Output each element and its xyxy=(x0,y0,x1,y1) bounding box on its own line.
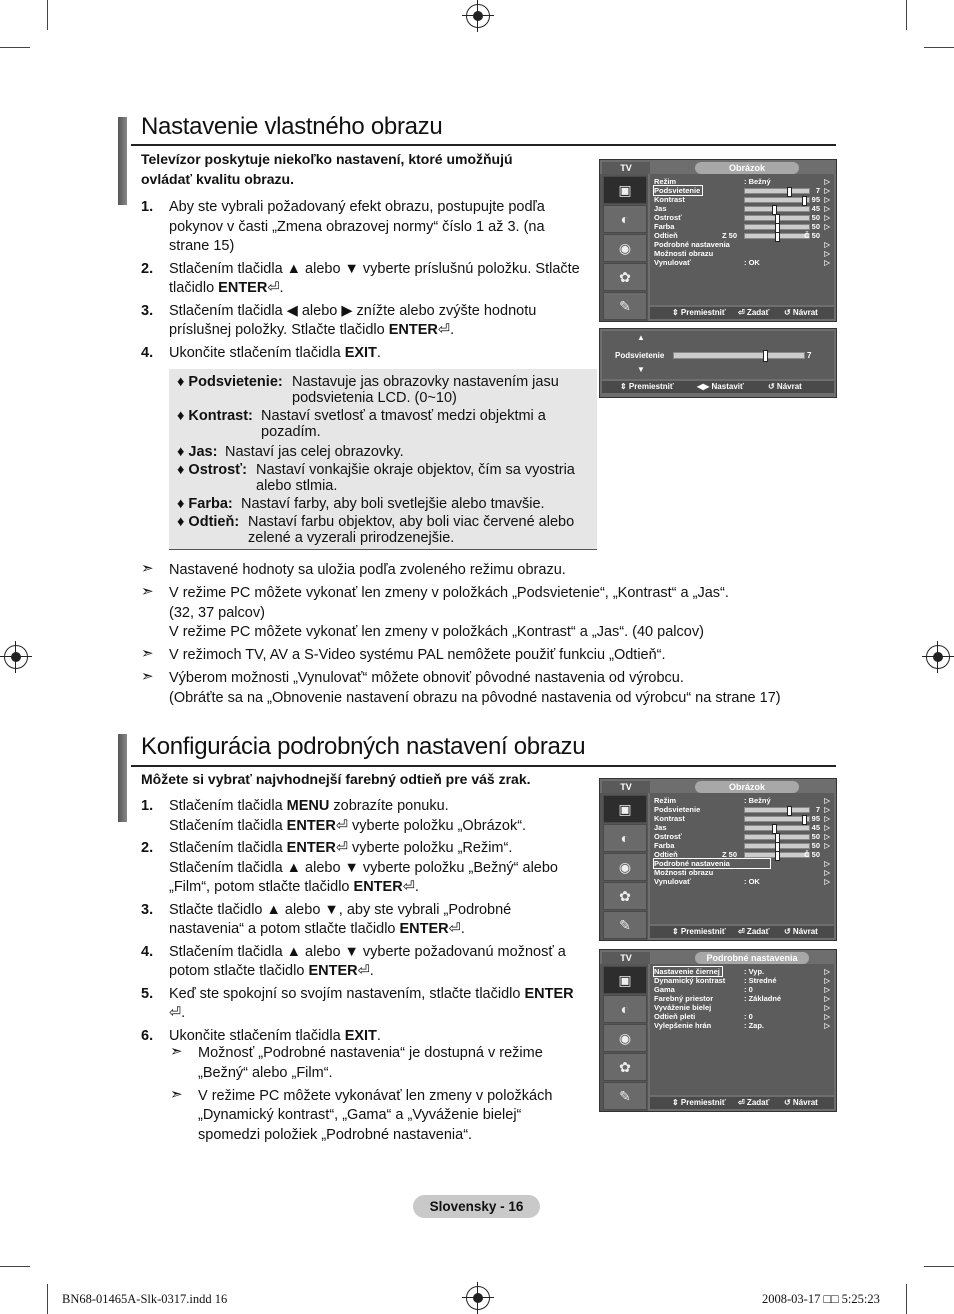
menu-sidebar xyxy=(600,964,648,1111)
menu-row[interactable] xyxy=(654,258,830,267)
footer-hint: ↺ Návrat xyxy=(784,308,818,317)
definition-term: ♦ Jas: xyxy=(177,444,218,460)
osd-detail-menu xyxy=(599,949,837,1112)
page-number-pill: Slovensky - 16 xyxy=(413,1195,540,1218)
crop-mark xyxy=(924,1266,954,1267)
menu-row-label: Jas xyxy=(654,204,667,213)
slider-knob xyxy=(763,350,768,362)
definition-item xyxy=(177,374,597,406)
menu-row-value: Č 50 xyxy=(804,231,820,240)
setup-icon[interactable]: ✿ xyxy=(603,882,647,910)
menu-row[interactable] xyxy=(654,805,830,814)
registration-mark-icon xyxy=(4,645,28,669)
print-slug-file: BN68-01465A-Slk-0317.indd 16 xyxy=(62,1292,228,1306)
step-text-line: Stlačením tlačidla ▲ alebo ▼ vyberte požadovanú možnosť a xyxy=(169,943,566,960)
menu-row-label: Gama xyxy=(654,985,675,994)
menu-row-label: Vylepšenie hrán xyxy=(654,1021,712,1030)
step-number: 2. xyxy=(141,260,154,277)
definition-text: Nastaví farby, aby boli svetlejšie alebo tmavšie. xyxy=(241,496,545,512)
menu-row-value: Č 50 xyxy=(804,850,820,859)
sound-icon[interactable]: ◐ xyxy=(603,995,647,1023)
menu-row-setting: : Základné xyxy=(744,994,782,1003)
note-text: V režime PC môžete vykonať len zmeny v položkách „Kontrast“ a „Jas“. (40 palcov) xyxy=(169,624,704,640)
menu-row-arrow-icon: ▷ xyxy=(824,1012,830,1021)
menu-row-arrow-icon: ▷ xyxy=(824,249,830,258)
menu-row-arrow-icon: ▷ xyxy=(824,213,830,222)
menu-row-arrow-icon: ▷ xyxy=(824,841,830,850)
footer-hint: ⇕ Premiestniť xyxy=(672,927,726,936)
menu-row-arrow-icon: ▷ xyxy=(824,859,830,868)
menu-row-slider xyxy=(744,852,810,858)
note-text: Výberom možnosti „Vynulovať“ môžete obnoviť pôvodné nastavenia od výrobcu. xyxy=(169,670,684,686)
menu-row-slider xyxy=(744,224,810,230)
menu-row-value: 45 xyxy=(811,823,820,832)
menu-row-arrow-icon: ▷ xyxy=(824,1003,830,1012)
menu-row-arrow-icon: ▷ xyxy=(824,823,830,832)
menu-row-setting: : Stredné xyxy=(744,976,777,985)
menu-row[interactable] xyxy=(654,1012,830,1021)
menu-row-value: 95 xyxy=(811,814,820,823)
crop-mark xyxy=(47,0,48,30)
definition-text: Nastaví vonkajšie okraje objektov, čím sa vyostria xyxy=(256,462,575,478)
menu-row[interactable] xyxy=(654,877,830,886)
menu-row[interactable] xyxy=(654,177,830,186)
sound-icon[interactable]: ◐ xyxy=(603,824,647,852)
menu-row-value: 7 xyxy=(815,186,820,195)
menu-title-tab: Podrobné nastavenia xyxy=(695,952,809,964)
menu-row-setting: : 0 xyxy=(744,1012,753,1021)
menu-row-setting: : Vyp. xyxy=(744,967,765,976)
definition-item xyxy=(177,462,597,494)
menu-row-arrow-icon: ▷ xyxy=(824,796,830,805)
channel-icon[interactable]: ◉ xyxy=(603,853,647,881)
menu-row-label: Kontrast xyxy=(654,814,685,823)
note-text: (32, 37 palcov) xyxy=(169,604,265,621)
picture-icon[interactable]: ▣ xyxy=(603,176,647,204)
step-number: 6. xyxy=(141,1027,154,1044)
menu-row-label: Odtieň xyxy=(654,231,678,240)
menu-row-value: 50 xyxy=(811,841,820,850)
note-arrow-icon: ➣ xyxy=(170,1085,183,1103)
menu-row-label: Kontrast xyxy=(654,195,685,204)
registration-mark-icon xyxy=(926,645,950,669)
footer-hint: ↺ Návrat xyxy=(784,927,818,936)
down-arrow-icon: ▼ xyxy=(637,365,645,374)
crop-mark xyxy=(906,0,907,30)
step-text-line: potom stlačte tlačidlo ENTER⏎. xyxy=(169,963,374,979)
setup-icon[interactable]: ✿ xyxy=(603,263,647,291)
osd-picture-menu-2 xyxy=(599,778,837,941)
osd-backlight-adjust xyxy=(599,328,837,398)
section1-title: Nastavenie vlastného obrazu xyxy=(141,113,443,140)
tv-label: TV xyxy=(602,781,650,793)
step-text-line: strane 15) xyxy=(169,238,235,254)
menu-row-label: Vyváženie bielej xyxy=(654,1003,712,1012)
menu-row-setting: : Bežný xyxy=(744,177,771,186)
menu-row-slider xyxy=(744,816,810,822)
menu-row-label: Vynulovať xyxy=(654,877,691,886)
step-number: 4. xyxy=(141,344,154,361)
menu-row-label: Odtieň pleti xyxy=(654,1012,696,1021)
menu-row[interactable] xyxy=(654,222,830,231)
picture-icon[interactable]: ▣ xyxy=(603,795,647,823)
backlight-label: Podsvietenie xyxy=(615,351,665,360)
menu-row-value: 50 xyxy=(811,213,820,222)
tv-label: TV xyxy=(602,952,650,964)
menu-row-label: Ostrosť xyxy=(654,213,682,222)
picture-icon[interactable]: ▣ xyxy=(603,966,647,994)
menu-panel xyxy=(650,793,834,924)
definition-text: Nastaví svetlosť a tmavosť medzi objektmi a xyxy=(261,408,546,424)
backlight-slider[interactable] xyxy=(673,352,805,359)
menu-row-slider xyxy=(744,215,810,221)
setup-icon[interactable]: ✿ xyxy=(603,1053,647,1081)
menu-row-label: Podsvietenie xyxy=(654,186,701,195)
menu-row-setting: Z 50 xyxy=(722,231,738,240)
note-arrow-icon: ➣ xyxy=(170,1043,183,1060)
menu-row-slider xyxy=(744,807,810,813)
registration-mark-icon xyxy=(466,4,490,28)
footer-hint: ⇕ Premiestniť xyxy=(672,1098,726,1107)
menu-row-slider xyxy=(744,825,810,831)
section-marker-bar xyxy=(118,734,127,822)
registration-mark-icon xyxy=(466,1286,490,1310)
menu-row-value: 95 xyxy=(811,195,820,204)
osd-picture-menu xyxy=(599,159,837,322)
crop-mark xyxy=(0,47,30,48)
crop-mark xyxy=(924,47,954,48)
menu-row-arrow-icon: ▷ xyxy=(824,877,830,886)
step-text-line: Aby ste vybrali požadovaný efekt obrazu, postupujte podľa xyxy=(169,199,545,215)
menu-row[interactable] xyxy=(654,994,830,1003)
footer-hint: ◀▶ Nastaviť xyxy=(697,382,744,391)
menu-row-setting: : Bežný xyxy=(744,796,771,805)
menu-row-setting: : Zap. xyxy=(744,1021,764,1030)
menu-row[interactable] xyxy=(654,1003,830,1012)
menu-row-arrow-icon: ▷ xyxy=(824,868,830,877)
menu-row-slider xyxy=(744,188,810,194)
step-text-line: nastavenia“ a potom stlačte tlačidlo ENTER⏎. xyxy=(169,921,465,937)
menu-row[interactable] xyxy=(654,213,830,222)
menu-row-arrow-icon: ▷ xyxy=(824,240,830,249)
menu-row[interactable] xyxy=(654,985,830,994)
step-text-line: Stlačením tlačidla ENTER⏎ vyberte položku „Obrázok“. xyxy=(169,817,527,834)
step-text-line: Stlačením tlačidla ▲ alebo ▼ vyberte položku „Bežný“ alebo xyxy=(169,859,558,876)
note-text: (Obráťte sa na „Obnovenie nastavení obrazu na pôvodné nastavenia od výrobcu“ na strane 17) xyxy=(169,689,781,706)
menu-row-arrow-icon: ▷ xyxy=(824,832,830,841)
menu-row[interactable] xyxy=(654,850,830,859)
menu-row[interactable] xyxy=(654,1021,830,1030)
menu-row-arrow-icon: ▷ xyxy=(824,976,830,985)
step-text-line: Stlačením tlačidla MENU zobrazíte ponuku. xyxy=(169,798,449,814)
footer-hint: ⏎ Zadať xyxy=(738,308,770,317)
menu-row-label: Vynulovať xyxy=(654,258,691,267)
definition-item xyxy=(177,496,597,512)
menu-footer xyxy=(650,1097,834,1109)
footer-hint: ↺ Návrat xyxy=(768,382,802,391)
note-text: „Dynamický kontrast“, „Gama“ a „Vyváženie bielej“ xyxy=(198,1107,522,1123)
menu-row-arrow-icon: ▷ xyxy=(824,258,830,267)
menu-row-setting: : OK xyxy=(744,877,760,886)
step-text-line: Ukončite stlačením tlačidla EXIT. xyxy=(169,344,381,361)
definition-text: Nastaví farbu objektov, aby boli viac červené alebo xyxy=(248,514,575,530)
print-slug-date: 2008-03-17 □□ 5:25:23 xyxy=(762,1292,880,1306)
crop-mark xyxy=(47,1284,48,1314)
channel-icon[interactable]: ◉ xyxy=(603,234,647,262)
menu-row-arrow-icon: ▷ xyxy=(824,814,830,823)
menu-row-label: Ostrosť xyxy=(654,832,682,841)
menu-row-label: Podsvietenie xyxy=(654,805,701,814)
menu-row-label: Možnosti obrazu xyxy=(654,868,714,877)
definition-text: Nastaví jas celej obrazovky. xyxy=(225,444,404,460)
menu-row-label: Nastavenie čiernej xyxy=(654,967,720,976)
menu-panel xyxy=(650,964,834,1095)
section2-title: Konfigurácia podrobných nastavení obrazu xyxy=(141,733,586,760)
step-text-line: tlačidlo ENTER⏎. xyxy=(169,280,284,296)
menu-row-label: Režim xyxy=(654,796,677,805)
menu-panel xyxy=(650,174,834,305)
menu-row-value: 7 xyxy=(815,805,820,814)
menu-row[interactable] xyxy=(654,841,830,850)
section1-intro: Televízor poskytuje niekoľko nastavení, ktoré umožňujú ovládať kvalitu obrazu. xyxy=(141,151,513,187)
note-text: Nastavené hodnoty sa uložia podľa zvoleného režimu obrazu. xyxy=(169,562,566,578)
menu-row-slider xyxy=(744,834,810,840)
menu-row-value: 50 xyxy=(811,832,820,841)
step-text-line: Stlačením tlačidla ▲ alebo ▼ vyberte príslušnú položku. Stlačte xyxy=(169,260,580,277)
menu-row[interactable] xyxy=(654,976,830,985)
backlight-panel xyxy=(602,331,834,379)
note-text: V režime PC môžete vykonávať len zmeny v položkách xyxy=(198,1087,553,1104)
footer-hint: ⏎ Zadať xyxy=(738,1098,770,1107)
menu-row[interactable] xyxy=(654,240,830,249)
menu-row[interactable] xyxy=(654,868,830,877)
menu-sidebar xyxy=(600,174,648,321)
step-text-line: „Film“, potom stlačte tlačidlo ENTER⏎. xyxy=(169,879,419,895)
menu-row[interactable] xyxy=(654,231,830,240)
sound-icon[interactable]: ◐ xyxy=(603,205,647,233)
step-number: 1. xyxy=(141,199,154,215)
menu-row-label: Režim xyxy=(654,177,677,186)
menu-row-setting: : OK xyxy=(744,258,760,267)
step-text-line: pokynov v časti „Zmena obrazovej normy“ číslo 1 až 3. (na xyxy=(169,218,545,235)
footer-hint: ⏎ Zadať xyxy=(738,927,770,936)
input-icon[interactable]: ✎ xyxy=(603,1082,647,1110)
tv-label: TV xyxy=(602,162,650,174)
menu-row-arrow-icon: ▷ xyxy=(824,204,830,213)
definition-text: podsvietenia LCD. (0~10) xyxy=(292,390,457,406)
step-text-line: Stlačením tlačidla ENTER⏎ vyberte položku „Režim“. xyxy=(169,840,513,856)
step-text-line: Ukončite stlačením tlačidla EXIT. xyxy=(169,1027,381,1044)
note-arrow-icon: ➣ xyxy=(141,560,154,577)
menu-row-setting: Z 50 xyxy=(722,850,738,859)
menu-row[interactable] xyxy=(654,823,830,832)
input-icon[interactable]: ✎ xyxy=(603,911,647,939)
menu-row-arrow-icon: ▷ xyxy=(824,186,830,195)
menu-row-label: Farba xyxy=(654,222,675,231)
menu-row-label: Možnosti obrazu xyxy=(654,249,714,258)
menu-row-arrow-icon: ▷ xyxy=(824,805,830,814)
definition-term: ♦ Odtieň: xyxy=(177,514,240,530)
menu-title-tab: Obrázok xyxy=(695,781,799,793)
step-text-line: príslušnej položky. Stlačte tlačidlo ENTER⏎. xyxy=(169,322,455,338)
note-text: V režimoch TV, AV a S-Video systému PAL nemôžete použiť funkciu „Odtieň“. xyxy=(169,647,666,663)
section-marker-bar xyxy=(118,117,127,205)
menu-footer xyxy=(650,307,834,319)
menu-row[interactable] xyxy=(654,859,830,868)
menu-row-slider xyxy=(744,233,810,239)
step-text-line: Stlačením tlačidla ◀ alebo ▶ znížte alebo zvýšte hodnotu xyxy=(169,302,537,319)
step-text-line: Stlačte tlačidlo ▲ alebo ▼, aby ste vybrali „Podrobné xyxy=(169,901,512,918)
menu-row-label: Farebný priestor xyxy=(654,994,714,1003)
step-number: 1. xyxy=(141,798,154,814)
menu-row[interactable] xyxy=(654,186,830,195)
definition-term: ♦ Kontrast: xyxy=(177,408,253,424)
up-arrow-icon: ▲ xyxy=(637,333,645,342)
menu-row-label: Podrobné nastavenia xyxy=(654,240,730,249)
menu-row-slider xyxy=(744,206,810,212)
menu-row[interactable] xyxy=(654,814,830,823)
note-arrow-icon: ➣ xyxy=(141,583,154,600)
menu-row-arrow-icon: ▷ xyxy=(824,177,830,186)
menu-row[interactable] xyxy=(654,967,830,976)
menu-footer xyxy=(602,381,834,393)
menu-row-label: Odtieň xyxy=(654,850,678,859)
menu-row-slider xyxy=(744,197,810,203)
step-number: 5. xyxy=(141,985,154,1002)
note-arrow-icon: ➣ xyxy=(141,645,154,662)
menu-row[interactable] xyxy=(654,204,830,213)
definition-text: Nastavuje jas obrazovky nastavením jasu xyxy=(292,374,559,390)
menu-row-arrow-icon: ▷ xyxy=(824,985,830,994)
note-text: Možnosť „Podrobné nastavenia“ je dostupná v režime xyxy=(198,1045,543,1061)
note-arrow-icon: ➣ xyxy=(141,668,154,685)
menu-row-label: Podrobné nastavenia xyxy=(654,859,770,868)
channel-icon[interactable]: ◉ xyxy=(603,1024,647,1052)
title-rule xyxy=(131,144,836,146)
step-text-line: ⏎. xyxy=(169,1005,186,1021)
menu-row-arrow-icon: ▷ xyxy=(824,994,830,1003)
menu-row-label: Dynamický kontrast xyxy=(654,976,726,985)
crop-mark xyxy=(906,1284,907,1314)
definition-item xyxy=(177,408,597,440)
note-text: „Bežný“ alebo „Film“. xyxy=(198,1064,333,1081)
menu-row-arrow-icon: ▷ xyxy=(824,222,830,231)
definition-item xyxy=(177,514,597,546)
definition-term: ♦ Ostrosť: xyxy=(177,462,247,478)
menu-row[interactable] xyxy=(654,832,830,841)
title-rule xyxy=(131,765,836,767)
step-text-line: Keď ste spokojní so svojím nastavením, stlačte tlačidlo ENTER xyxy=(169,985,574,1002)
menu-row-setting: : 0 xyxy=(744,985,753,994)
menu-row[interactable] xyxy=(654,195,830,204)
definition-text: pozadím. xyxy=(261,424,321,440)
menu-row-value: 45 xyxy=(811,204,820,213)
step-number: 2. xyxy=(141,840,154,856)
footer-hint: ⇕ Premiestniť xyxy=(620,382,674,391)
backlight-value: 7 xyxy=(807,351,812,360)
footer-hint: ↺ Návrat xyxy=(784,1098,818,1107)
menu-row[interactable] xyxy=(654,249,830,258)
note-text: spomedzi položiek „Podrobné nastavenia“. xyxy=(198,1126,473,1143)
menu-title-tab: Obrázok xyxy=(695,162,799,174)
menu-sidebar xyxy=(600,793,648,940)
menu-row[interactable] xyxy=(654,796,830,805)
step-number: 4. xyxy=(141,943,154,960)
menu-footer xyxy=(650,926,834,938)
menu-row-slider xyxy=(744,843,810,849)
definition-item xyxy=(177,444,597,460)
input-icon[interactable]: ✎ xyxy=(603,292,647,320)
menu-row-value: 50 xyxy=(811,222,820,231)
menu-row-arrow-icon: ▷ xyxy=(824,195,830,204)
note-text: V režime PC môžete vykonať len zmeny v položkách „Podsvietenie“, „Kontrast“ a „Jas“. xyxy=(169,585,729,601)
definition-term: ♦ Farba: xyxy=(177,496,233,512)
menu-row-label: Jas xyxy=(654,823,667,832)
footer-hint: ⇕ Premiestniť xyxy=(672,308,726,317)
menu-row-arrow-icon: ▷ xyxy=(824,967,830,976)
definition-text: zelené a vyzerali prirodzenejšie. xyxy=(248,530,455,546)
definition-term: ♦ Podsvietenie: xyxy=(177,374,283,390)
step-number: 3. xyxy=(141,302,154,319)
section2-intro: Môžete si vybrať najvhodnejší farebný odtieň pre váš zrak. xyxy=(141,771,531,787)
menu-row-arrow-icon: ▷ xyxy=(824,1021,830,1030)
crop-mark xyxy=(0,1266,30,1267)
step-number: 3. xyxy=(141,901,154,918)
menu-row-label: Farba xyxy=(654,841,675,850)
definition-text: alebo stlmia. xyxy=(256,478,338,494)
